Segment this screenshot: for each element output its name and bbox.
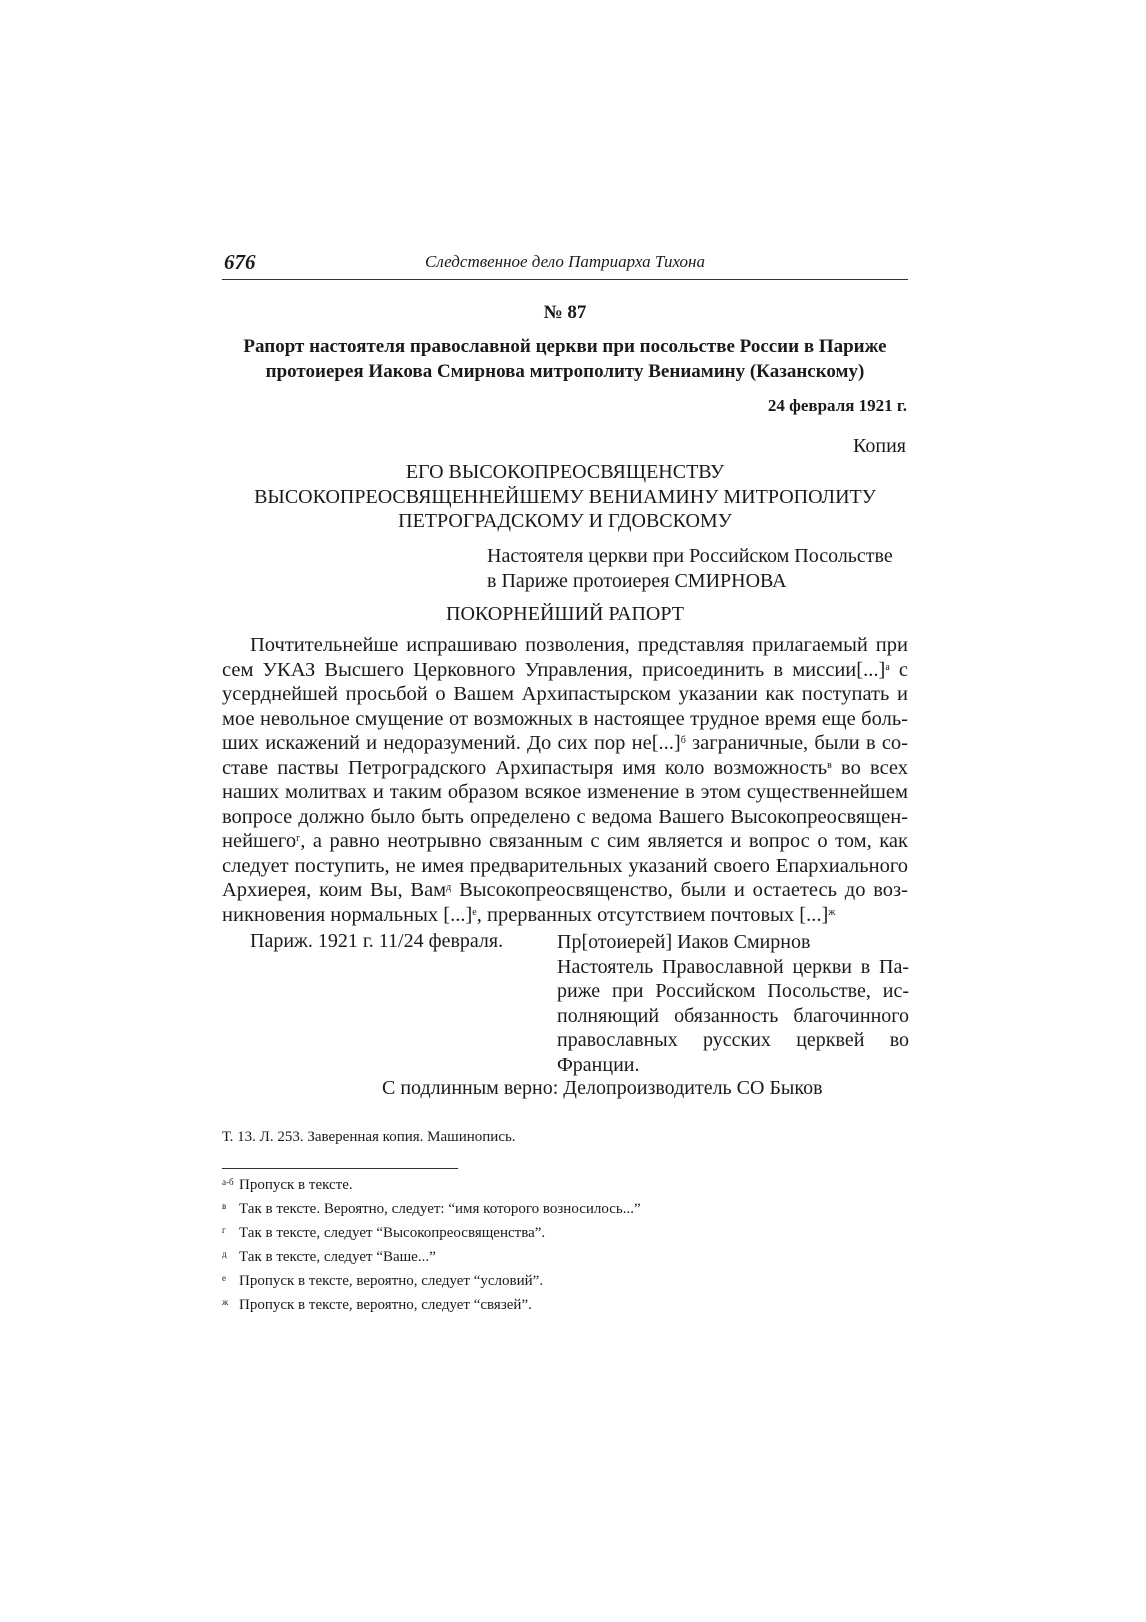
footnote	[222, 1172, 641, 1196]
header-rule	[222, 279, 908, 280]
body-line: наших молитвах и таким образом всякое изменение в этом существеннейшем	[222, 781, 908, 803]
addressee-line: ЕГО ВЫСОКОПРЕОСВЯЩЕНСТВУ	[405, 461, 725, 483]
sender-line: Настоятеля церкви при Российском Посольстве	[487, 545, 893, 567]
signature-line: Пр[отоиерей] Иаков Смирнов	[557, 931, 811, 953]
title-line: протоиерея Иакова Смирнова митрополиту Вениамину (Казанскому)	[265, 361, 865, 382]
footnote-text: Пропуск в тексте, вероятно, следует “условий”.	[239, 1273, 544, 1289]
sender	[487, 544, 893, 593]
copy-label: Копия	[853, 435, 906, 457]
body-line: Почтительнейше испрашиваю позволения, представляя прилагаемый при	[250, 634, 908, 656]
footnote	[222, 1268, 641, 1292]
footnote-marker[interactable]: в	[827, 759, 832, 771]
footnote-marker[interactable]: а	[885, 661, 890, 673]
footnote-text: Пропуск в тексте.	[239, 1177, 353, 1193]
footnote-mark: а-б	[222, 1177, 234, 1187]
footnote	[222, 1220, 641, 1244]
body-line: сем УКАЗ Высшего Церковного Управления, присоединить в миссии[...]$^а$ с	[222, 658, 908, 681]
addressee-line: ВЫСОКОПРЕОСВЯЩЕННЕЙШЕМУ ВЕНИАМИНУ МИТРОПОЛИТУ	[254, 485, 876, 508]
body-line: никновения нормальных [...]$^е$, прерванных отсутствием почтовых [...]$^ж$	[222, 903, 836, 926]
body-line: Архиерея, коим Вы, Вам$^д$ Высокопреосвященство, были и остаетесь до воз-	[222, 879, 908, 901]
signature-line: риже при Российском Посольстве, ис-	[557, 980, 909, 1002]
footnote-mark: е	[222, 1273, 226, 1283]
body-line: следует поступить, не имея предварительных указаний своего Епархиального	[222, 854, 908, 877]
body-line: вопросе должно было быть определено с ведома Вашего Высокопреосвящен-	[222, 805, 908, 828]
footnote-mark: в	[222, 1201, 227, 1211]
document-title	[222, 334, 908, 384]
report-body	[222, 633, 908, 927]
source-note: Т. 13. Л. 253. Заверенная копия. Машинопись.	[222, 1129, 516, 1145]
footnote-marker[interactable]: б	[680, 735, 686, 746]
place-date: Париж. 1921 г. 11/24 февраля.	[250, 930, 504, 952]
footnote-text: Так в тексте, следует “Ваше...”	[239, 1249, 436, 1265]
addressee-line: ПЕТРОГРАДСКОМУ И ГДОВСКОМУ	[398, 510, 732, 532]
footnote-mark: г	[222, 1225, 226, 1235]
signature-line: православных русских церквей во	[557, 1029, 909, 1051]
footnote-marker[interactable]: д	[446, 882, 452, 893]
title-line: Рапорт настоятеля православной церкви при посольстве России в Париже	[243, 336, 887, 357]
footnotes	[222, 1172, 641, 1316]
footnote	[222, 1196, 641, 1220]
addressee	[222, 460, 908, 534]
footnote-mark: д	[222, 1249, 227, 1259]
body-line: нейшего$^г$, а равно неотрывно связанным с сим является и вопрос о том, как	[222, 830, 908, 852]
running-title: Следственное дело Патриарха Тихона	[425, 252, 705, 271]
report-heading: ПОКОРНЕЙШИЙ РАПОРТ	[446, 603, 684, 625]
signature-line: Франции.	[557, 1053, 640, 1076]
footnote	[222, 1292, 641, 1316]
signature-line: Настоятель Православной церкви в Па-	[557, 955, 909, 978]
body-line: ших искажений и недоразумений. До сих пор не[...]$^б$ заграничные, были в со-	[222, 732, 908, 754]
body-line: усерднейшей просьбой о Вашем Архипастырском указании как поступать и	[222, 683, 908, 705]
footnote-marker[interactable]: г	[296, 833, 301, 844]
document-date: 24 февраля 1921 г.	[767, 396, 907, 415]
body-line: ставе паствы Петроградского Архипастыря имя коло возможность$^в$ во всех	[222, 756, 909, 779]
footnote-marker[interactable]: е	[472, 906, 477, 918]
signature-line: полняющий обязанность благочинного	[557, 1004, 909, 1027]
sender-line: в Париже протоиерея СМИРНОВА	[487, 569, 787, 592]
footnote-marker[interactable]: ж	[828, 906, 836, 918]
signature-block	[557, 930, 909, 1077]
footnote-text: Так в тексте, следует “Высокопреосвященства”.	[239, 1225, 546, 1241]
body-line: мое невольное смущение от возможных в настоящее трудное время еще боль-	[222, 707, 908, 730]
page-number: 676	[224, 250, 256, 274]
footnote-text: Пропуск в тексте, вероятно, следует “связей”.	[239, 1297, 532, 1313]
footnote-mark: ж	[222, 1297, 229, 1307]
document-number: № 87	[543, 302, 587, 323]
footnote-text: Так в тексте. Вероятно, следует: “имя которого возносилось...”	[239, 1201, 641, 1217]
footnote-rule	[222, 1168, 458, 1169]
footnote	[222, 1244, 641, 1268]
certification: С подлинным верно: Делопроизводитель СО Быков	[382, 1077, 823, 1099]
